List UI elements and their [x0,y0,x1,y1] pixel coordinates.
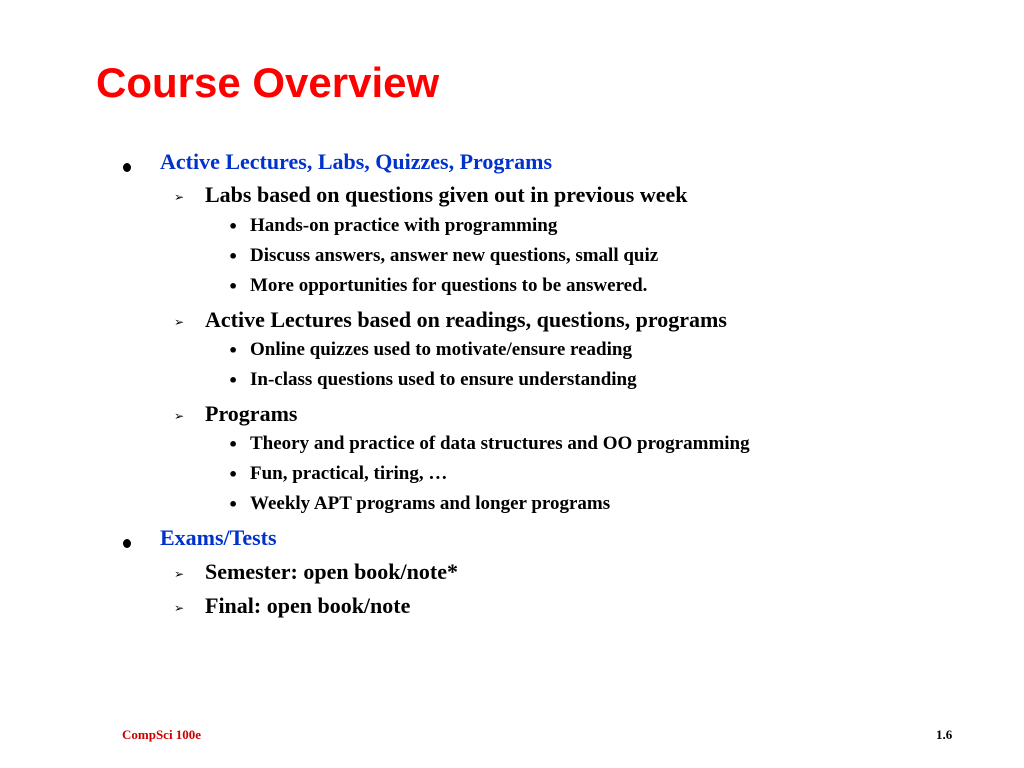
bullet-text: Fun, practical, tiring, … [250,463,448,484]
bullet-text: Online quizzes used to motivate/ensure reading [250,339,632,360]
bullet-text: Weekly APT programs and longer programs [250,493,611,514]
subitem-text: Programs [205,401,298,426]
arrow-bullet-icon: ➢ [174,315,185,329]
small-bullet-icon: • [228,247,239,266]
footer-course-label: CompSci 100e [122,727,202,742]
small-bullet-icon: • [228,435,239,454]
bullet-text: Theory and practice of data structures and OO programming [250,433,750,454]
bullet-text: Hands-on practice with programming [250,215,558,236]
section-heading: Active Lectures, Labs, Quizzes, Programs [160,149,553,174]
subitem-text: Labs based on questions given out in previous week [205,182,688,207]
bullet-text: More opportunities for questions to be answered. [250,275,648,296]
bullet-dot-icon [123,535,131,553]
small-bullet-icon: • [228,277,239,296]
bullet-text: In-class questions used to ensure understanding [250,369,637,390]
arrow-bullet-icon: ➢ [174,409,185,423]
bullet-dot-icon [123,159,131,177]
small-bullet-icon: • [228,371,239,390]
arrow-bullet-icon: ➢ [174,190,185,204]
bullet-text: Discuss answers, answer new questions, small quiz [250,245,659,266]
small-bullet-icon: • [228,341,239,360]
small-bullet-icon: • [228,495,239,514]
arrow-bullet-icon: ➢ [174,567,185,581]
subitem-text: Active Lectures based on readings, questions, programs [205,307,727,332]
footer-slide-number: 1.6 [936,727,953,742]
small-bullet-icon: • [228,465,239,484]
section-heading: Exams/Tests [160,525,277,550]
subitem-text: Semester: open book/note* [205,559,458,584]
small-bullet-icon: • [228,217,239,236]
slide-title: Course Overview [96,59,440,106]
subitem-text: Final: open book/note [205,593,411,618]
arrow-bullet-icon: ➢ [174,601,185,615]
